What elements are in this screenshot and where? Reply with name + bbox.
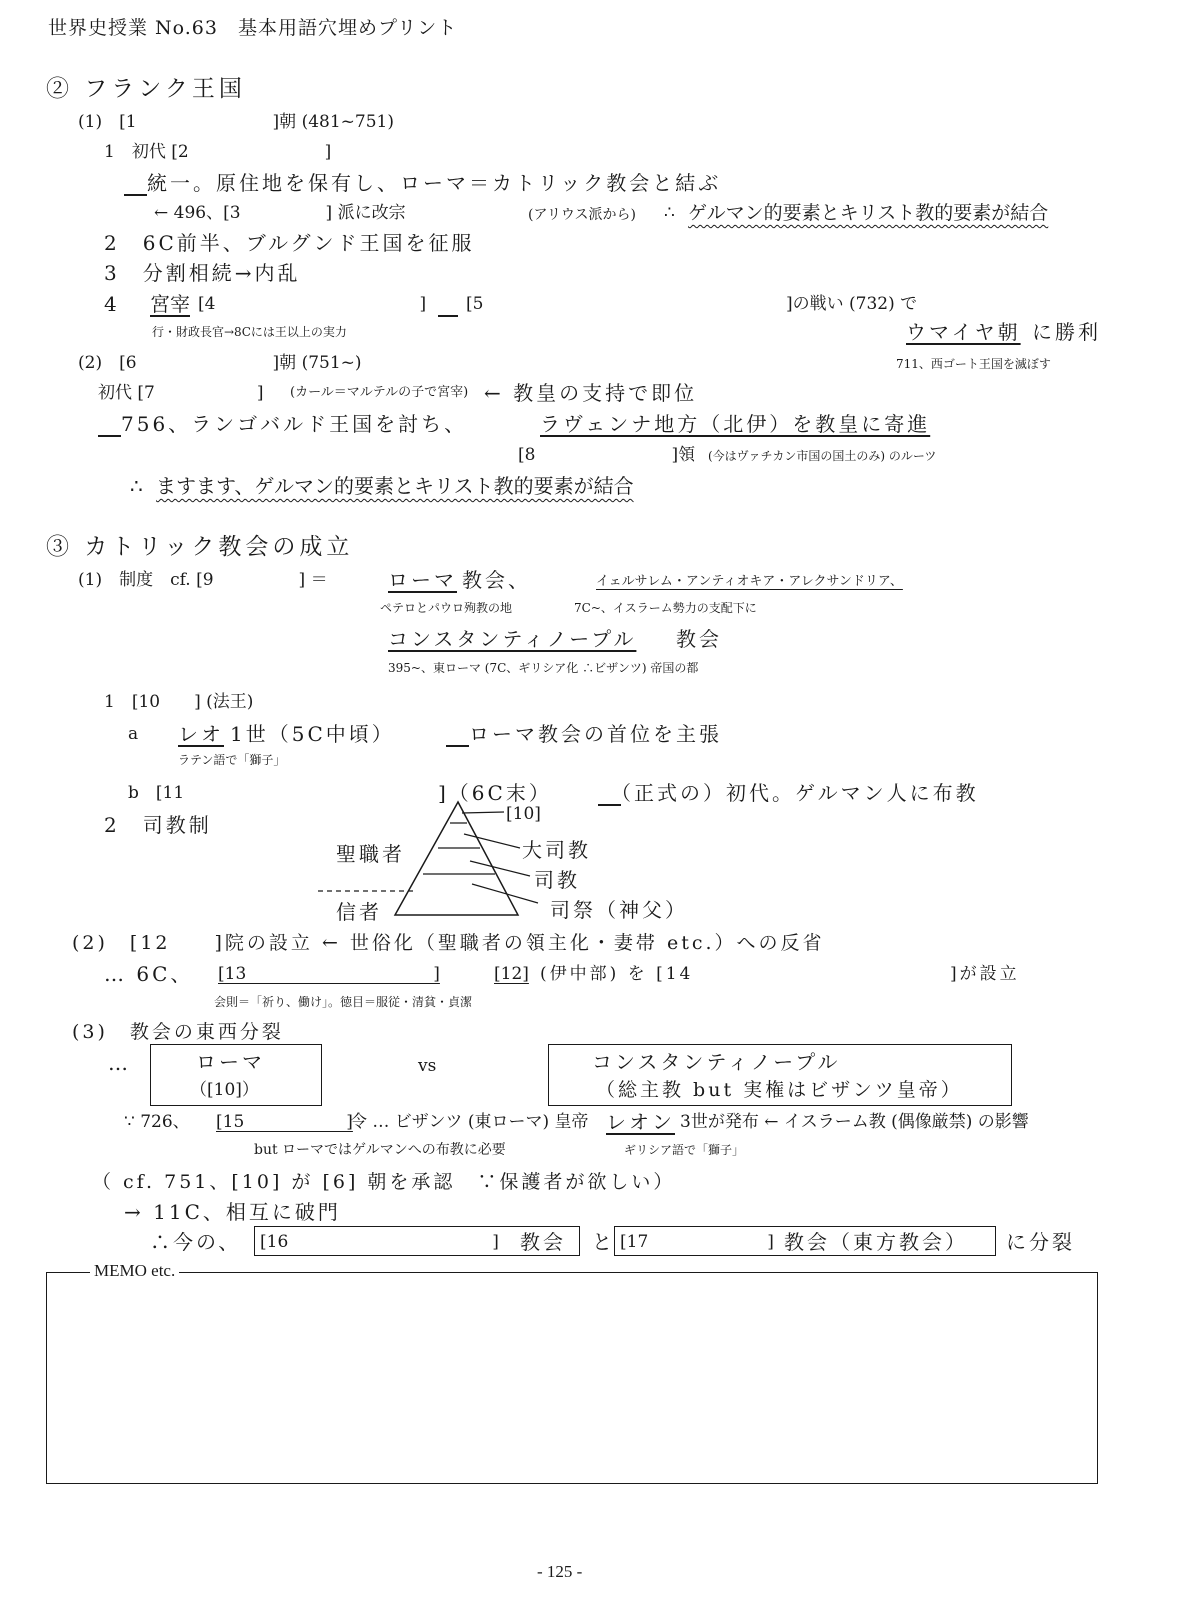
s3-leo-iii: レオン bbox=[606, 1110, 675, 1134]
s3-greek-note: ギリシア語で「獅子」 bbox=[624, 1143, 745, 1157]
s3-islam-note: 7C~、イスラーム勢力の支配下に bbox=[574, 601, 757, 615]
s3-constantinople: コンスタンティノープル bbox=[388, 627, 637, 651]
s2-fusion-note: ゲルマン的要素とキリスト教的要素が結合 bbox=[688, 202, 1049, 224]
s3-b: b [11 bbox=[128, 783, 185, 803]
s3-but-rome-note: but ローマではゲルマンへの布教に必要 bbox=[254, 1142, 506, 1158]
s3-blank-17: [17 ] bbox=[620, 1232, 774, 1252]
page-number: - 125 - bbox=[537, 1562, 583, 1581]
s3-leo: レオ bbox=[178, 722, 224, 746]
s3-a: a bbox=[128, 724, 139, 744]
s3-blank-13: [13 ] bbox=[218, 964, 440, 984]
s3-split: に分裂 bbox=[1006, 1230, 1075, 1254]
pyramid-rank-archbishop: 大司教 bbox=[522, 838, 591, 862]
s3-cf-751: （ cf. 751、[10] が [6] 朝を承認 ∵保護者が欲しい） bbox=[92, 1171, 676, 1193]
s2-ravenna: ラヴェンナ地方（北伊）を教皇に寄進 bbox=[540, 412, 931, 436]
s3-726: ∵ 726、 bbox=[124, 1112, 190, 1132]
pyramid-rank-pope: [10] bbox=[506, 804, 541, 824]
pointer-pope bbox=[462, 812, 504, 813]
s2-item-1-3: ← 496、[3 ] 派に改宗 bbox=[154, 203, 406, 223]
memo-box[interactable] bbox=[46, 1272, 1098, 1484]
s3-and: と bbox=[592, 1230, 612, 1254]
section-2-title: ② フランク王国 bbox=[46, 76, 246, 102]
s3-bishop-system: 2 司教制 bbox=[104, 813, 212, 837]
s3-blank-16: [16 ] bbox=[260, 1232, 499, 1252]
s2-item-2: 2 6C前半、ブルグンド王国を征服 bbox=[104, 231, 475, 255]
memo-label: MEMO etc. bbox=[90, 1261, 179, 1281]
s3-monastery: (2) [12 ]院の設立 ← 世俗化（聖職者の領主化・妻帯 etc.）への反省 bbox=[72, 932, 825, 954]
s3-first-pope: （正式の）初代。ゲルマン人に布教 bbox=[621, 781, 979, 805]
s2-son-note: (カール＝マルテルの子で宮宰) bbox=[290, 385, 469, 400]
s3-blank-15: [15 ] bbox=[216, 1112, 353, 1132]
s3-6c: … 6C、 bbox=[104, 962, 194, 986]
constantinople-box-title: コンスタンティノープル bbox=[592, 1050, 841, 1074]
section-3-title: ③ カトリック教会の成立 bbox=[46, 534, 354, 560]
s3-schism: (3) 教会の東西分裂 bbox=[72, 1021, 284, 1043]
s3-founded: ]が設立 bbox=[950, 964, 1020, 984]
s2-756: 756、ランゴバルド王国を討ち、 bbox=[121, 412, 468, 436]
s3-iconoclasm: 3世が発布 ← イスラーム教 (偶像厳禁) の影響 bbox=[680, 1112, 1029, 1132]
s3-italy: (伊中部) を [14 bbox=[540, 964, 694, 984]
s2-mayor-term: 宮宰 bbox=[150, 292, 190, 316]
s2-blank-8: [8 ]領 bbox=[518, 445, 696, 465]
s3-capital-note: 395~、東ローマ (7C、ギリシア化 ∴ビザンツ) 帝国の都 bbox=[388, 661, 699, 675]
s2-pope-support: ← 教皇の支持で即位 bbox=[484, 381, 698, 405]
s3-therefore-now: ∴今の、 bbox=[150, 1230, 242, 1254]
rome-box-ref: （[10]） bbox=[190, 1080, 259, 1100]
pointer-priest bbox=[472, 884, 538, 903]
s2-vatican-note: (今はヴァチカン市国の国土のみ) のルーツ bbox=[708, 449, 937, 463]
s2-arius-note: (アリウス派から) bbox=[528, 207, 636, 223]
s3-church-2: 教会 bbox=[676, 627, 722, 651]
s3-latin-note: ラテン語で「獅子」 bbox=[178, 753, 286, 767]
s2-blank-4: [4 ] bbox=[198, 294, 427, 314]
s2-battle: ]の戦い (732) で bbox=[786, 294, 918, 314]
s2-first-ruler: 初代 [7 ] bbox=[98, 383, 264, 403]
pyramid-outline bbox=[395, 802, 518, 915]
s2-umayyad: ウマイヤ朝 bbox=[906, 320, 1021, 344]
s3-eastern-sees: イェルサレム・アンティオキア・アレクサンドリア、 bbox=[596, 574, 903, 589]
rome-box-title: ローマ bbox=[196, 1050, 265, 1074]
s2-fusion-again: ますます、ゲルマン的要素とキリスト教的要素が結合 bbox=[156, 474, 634, 498]
s3-primacy: ローマ教会の首位を主張 bbox=[469, 722, 722, 746]
s3-leo-1: 1世（5C中頃） bbox=[230, 722, 395, 746]
s3-ref-12: [12] bbox=[494, 964, 529, 984]
s2-victory: に勝利 bbox=[1032, 320, 1101, 344]
s2-blank-5: [5 bbox=[466, 294, 484, 314]
s3-ellipsis: … bbox=[108, 1051, 128, 1075]
s3-pope: 1 [10 ] (法王) bbox=[104, 692, 254, 712]
s2-item-3: 3 分割相続→内乱 bbox=[104, 261, 301, 285]
pyramid-rank-priest: 司祭（神父） bbox=[550, 898, 688, 922]
worksheet-header: 世界史授業 No.63 基本用語穴埋めプリント bbox=[48, 17, 458, 39]
s2-item-1-1: 1 初代 [2 ] bbox=[104, 142, 332, 162]
s2-item-4-num: 4 bbox=[104, 292, 117, 316]
s3-peter-paul-note: ペテロとパウロ殉教の地 bbox=[380, 601, 513, 615]
constantinople-box-note: （総主教 but 実権はビザンツ皇帝） bbox=[596, 1079, 963, 1101]
s3-church-16: 教会 bbox=[520, 1230, 566, 1254]
vs-label: vs bbox=[418, 1056, 437, 1076]
s3-excommunication: → 11C、相互に破門 bbox=[124, 1200, 341, 1224]
s2-item-1: (1) [1 ]朝 (481~751) bbox=[78, 112, 394, 132]
s2-visigoth-note: 711、西ゴート王国を滅ぼす bbox=[896, 357, 1051, 371]
s3-6c-end: ]（6C末） bbox=[438, 781, 552, 805]
pyramid-laity-label: 信者 bbox=[336, 900, 382, 924]
s3-rome: ローマ bbox=[388, 568, 457, 592]
s3-church: 教会、 bbox=[462, 568, 531, 592]
s2-item-1-2: 統一。原住地を保有し、ローマ＝カトリック教会と結ぶ bbox=[124, 171, 721, 195]
s3-system: (1) 制度 cf. [9 ] ＝ bbox=[78, 570, 328, 590]
pyramid-rank-bishop: 司教 bbox=[534, 868, 580, 892]
pyramid-clergy-label: 聖職者 bbox=[336, 842, 405, 866]
s3-church-17: 教会（東方教会） bbox=[784, 1230, 968, 1254]
s3-decree: 令 … ビザンツ (東ローマ) 皇帝 bbox=[350, 1112, 589, 1132]
s2-mayor-note: 行・財政長官→8Cには王以上の実力 bbox=[152, 325, 347, 339]
s2-therefore-2: ∴ bbox=[130, 474, 143, 498]
s3-rule-note: 会則＝「祈り、働け」。徳目＝服従・清貧・貞潔 bbox=[214, 995, 473, 1009]
pointer-archbishop bbox=[464, 834, 520, 848]
s2-item-2-section: (2) [6 ]朝 (751~) bbox=[78, 353, 362, 373]
s2-therefore: ∴ bbox=[664, 203, 675, 223]
